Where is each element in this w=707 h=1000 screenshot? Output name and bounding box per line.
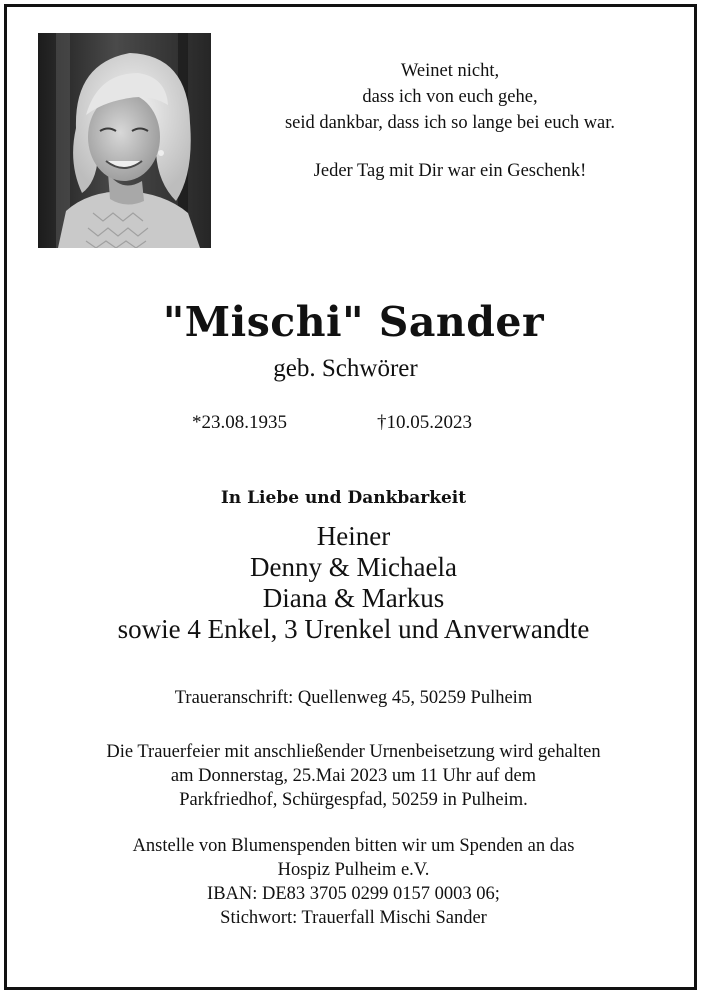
mourners-list [0, 521, 707, 645]
mourner-name: Heiner [316, 521, 391, 551]
ceremony-line: Parkfriedhof, Schürgespfad, 50259 in Pulheim. [179, 790, 528, 810]
ceremony-line: Die Trauerfeier mit anschließender Urnenbeisetzung wird gehalten [106, 742, 601, 762]
poem-closing: Jeder Tag mit Dir war ein Geschenk! [313, 161, 587, 181]
poem-spacer [220, 136, 680, 158]
ceremony-line: am Donnerstag, 25.Mai 2023 um 11 Uhr auf dem [170, 766, 537, 786]
mourner-name: sowie 4 Enkel, 3 Urenkel und Anverwandte [117, 614, 590, 644]
ceremony-info [0, 740, 707, 812]
poem-line: dass ich von euch gehe, [362, 87, 538, 107]
mourners-heading: In Liebe und Dankbarkeit [220, 488, 467, 508]
donation-line: Stichwort: Trauerfall Mischi Sander [220, 908, 487, 928]
mourner-name: Denny & Michaela [250, 552, 457, 582]
birth-date: *23.08.1935 [192, 412, 287, 433]
poem-line: seid dankbar, dass ich so lange bei euch war. [284, 113, 616, 133]
donation-line: IBAN: DE83 3705 0299 0157 0003 06; [207, 884, 500, 904]
mourning-address [0, 686, 707, 710]
poem-line: Weinet nicht, [400, 61, 500, 81]
donation-line: Hospiz Pulheim e.V. [277, 860, 430, 880]
address-text: Traueranschrift: Quellenweg 45, 50259 Pulheim [174, 688, 533, 708]
death-date: †10.05.2023 [377, 412, 472, 433]
deceased-name: "Mischi" Sander [162, 298, 545, 346]
mourner-name: Diana & Markus [262, 583, 445, 613]
poem-block [220, 58, 680, 184]
donation-info [0, 834, 707, 930]
donation-line: Anstelle von Blumenspenden bitten wir um Spenden an das [132, 836, 575, 856]
birth-name: geb. Schwörer [273, 355, 418, 382]
portrait-photo [38, 33, 211, 248]
